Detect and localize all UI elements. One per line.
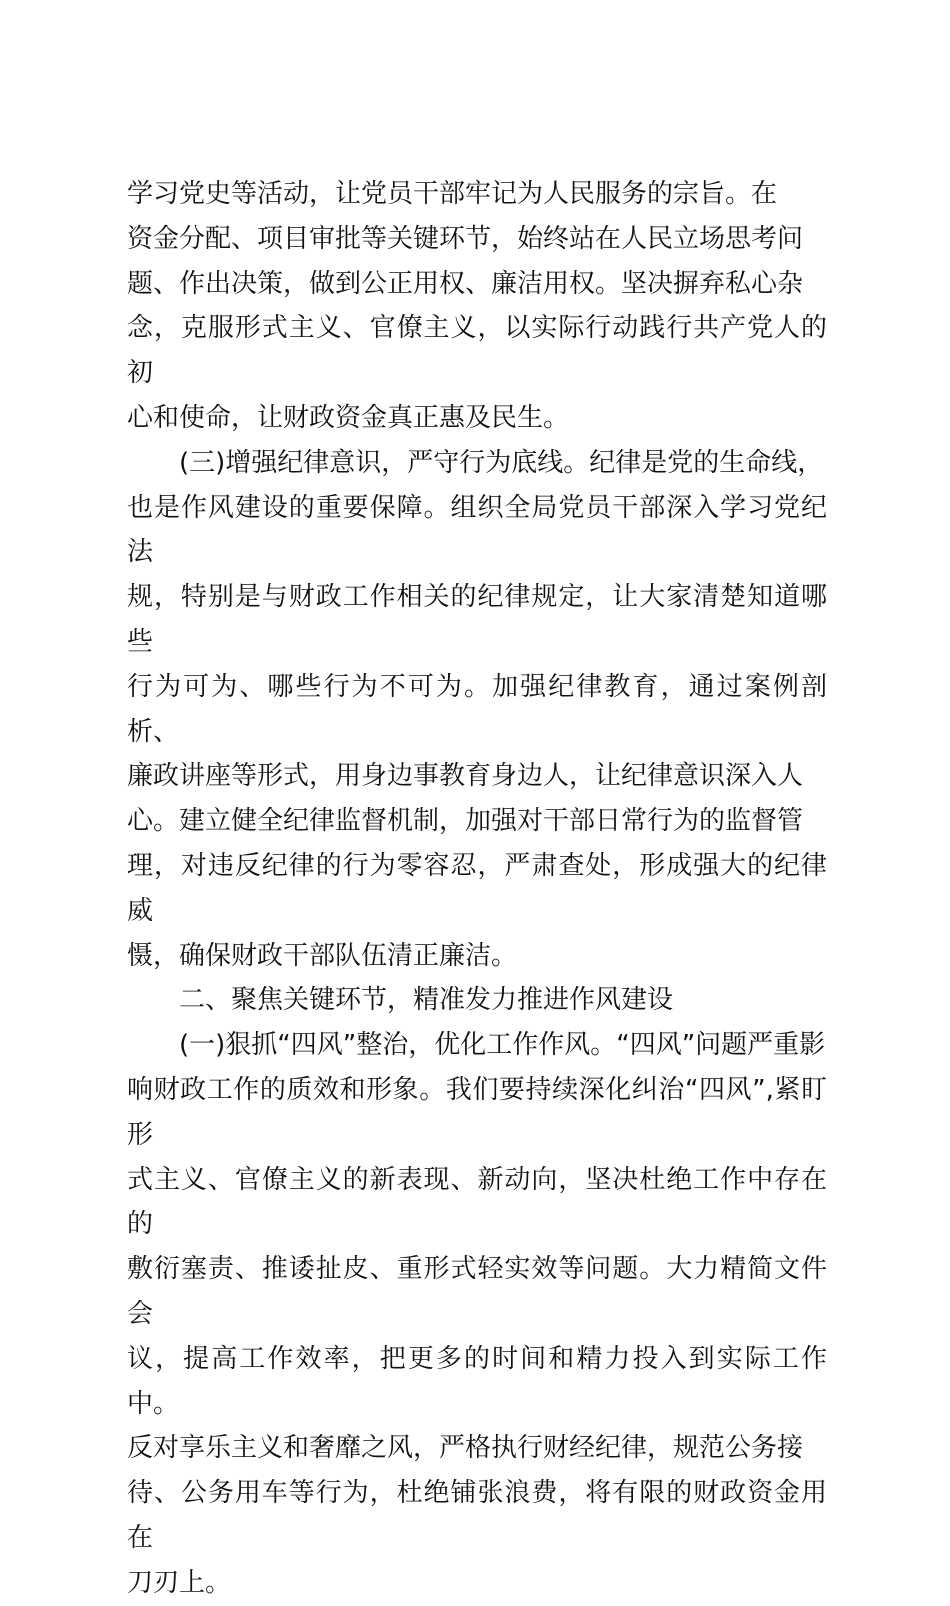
paragraph-four-winds: (一)狠抓“四风”整治，优化工作作风。“四风”问题严重影 响财政工作的质效和形象。我们要持续深化纠治“四风”,紧盯形 式主义、官僚主义的新表现、新动向，坚决杜绝工作中存在的 敷衍塞责、推诿扯皮、重形式轻实效等问题。大力精简文件会 议，提高工作效率，把更多的时间和精力投入到实际工作中。 反对享乐主义和奢靡之风，严格执行财经纪律，规范公务接 待、公务用车等行为，杜绝铺张浪费，将有限的财政资金用在 刀刃上。 <box>127 1030 827 1598</box>
document-body <box>127 172 827 1606</box>
section-heading-two: 二、聚焦关键环节，精准发力推进作风建设 <box>179 985 674 1016</box>
paragraph-discipline-awareness: (三)增强纪律意识，严守行为底线。纪律是党的生命线， 也是作风建设的重要保障。组织全局党员干部深入学习党纪法 规，特别是与财政工作相关的纪律规定，让大家清楚知道哪些 行为可为、哪些行为不可为。加强纪律教育，通过案例剖析、 廉政讲座等形式，用身边事教育身边人，让纪律意识深入人 心。建立健全纪律监督机制，加强对干部日常行为的监督管 理，对违反纪律的行为零容忍，严肃查处，形成强大的纪律威 慑，确保财政干部队伍清正廉洁。 <box>127 447 827 971</box>
paragraph-continued: 学习党史等活动，让党员干部牢记为人民服务的宗旨。在 资金分配、项目审批等关键环节，始终站在人民立场思考问 题、作出决策，做到公正用权、廉洁用权。坚决摒弃私心杂 念，克服形式主义、官僚主义，以实际行动践行共产党人的初 心和使命，让财政资金真正惠及民生。 <box>127 179 827 433</box>
